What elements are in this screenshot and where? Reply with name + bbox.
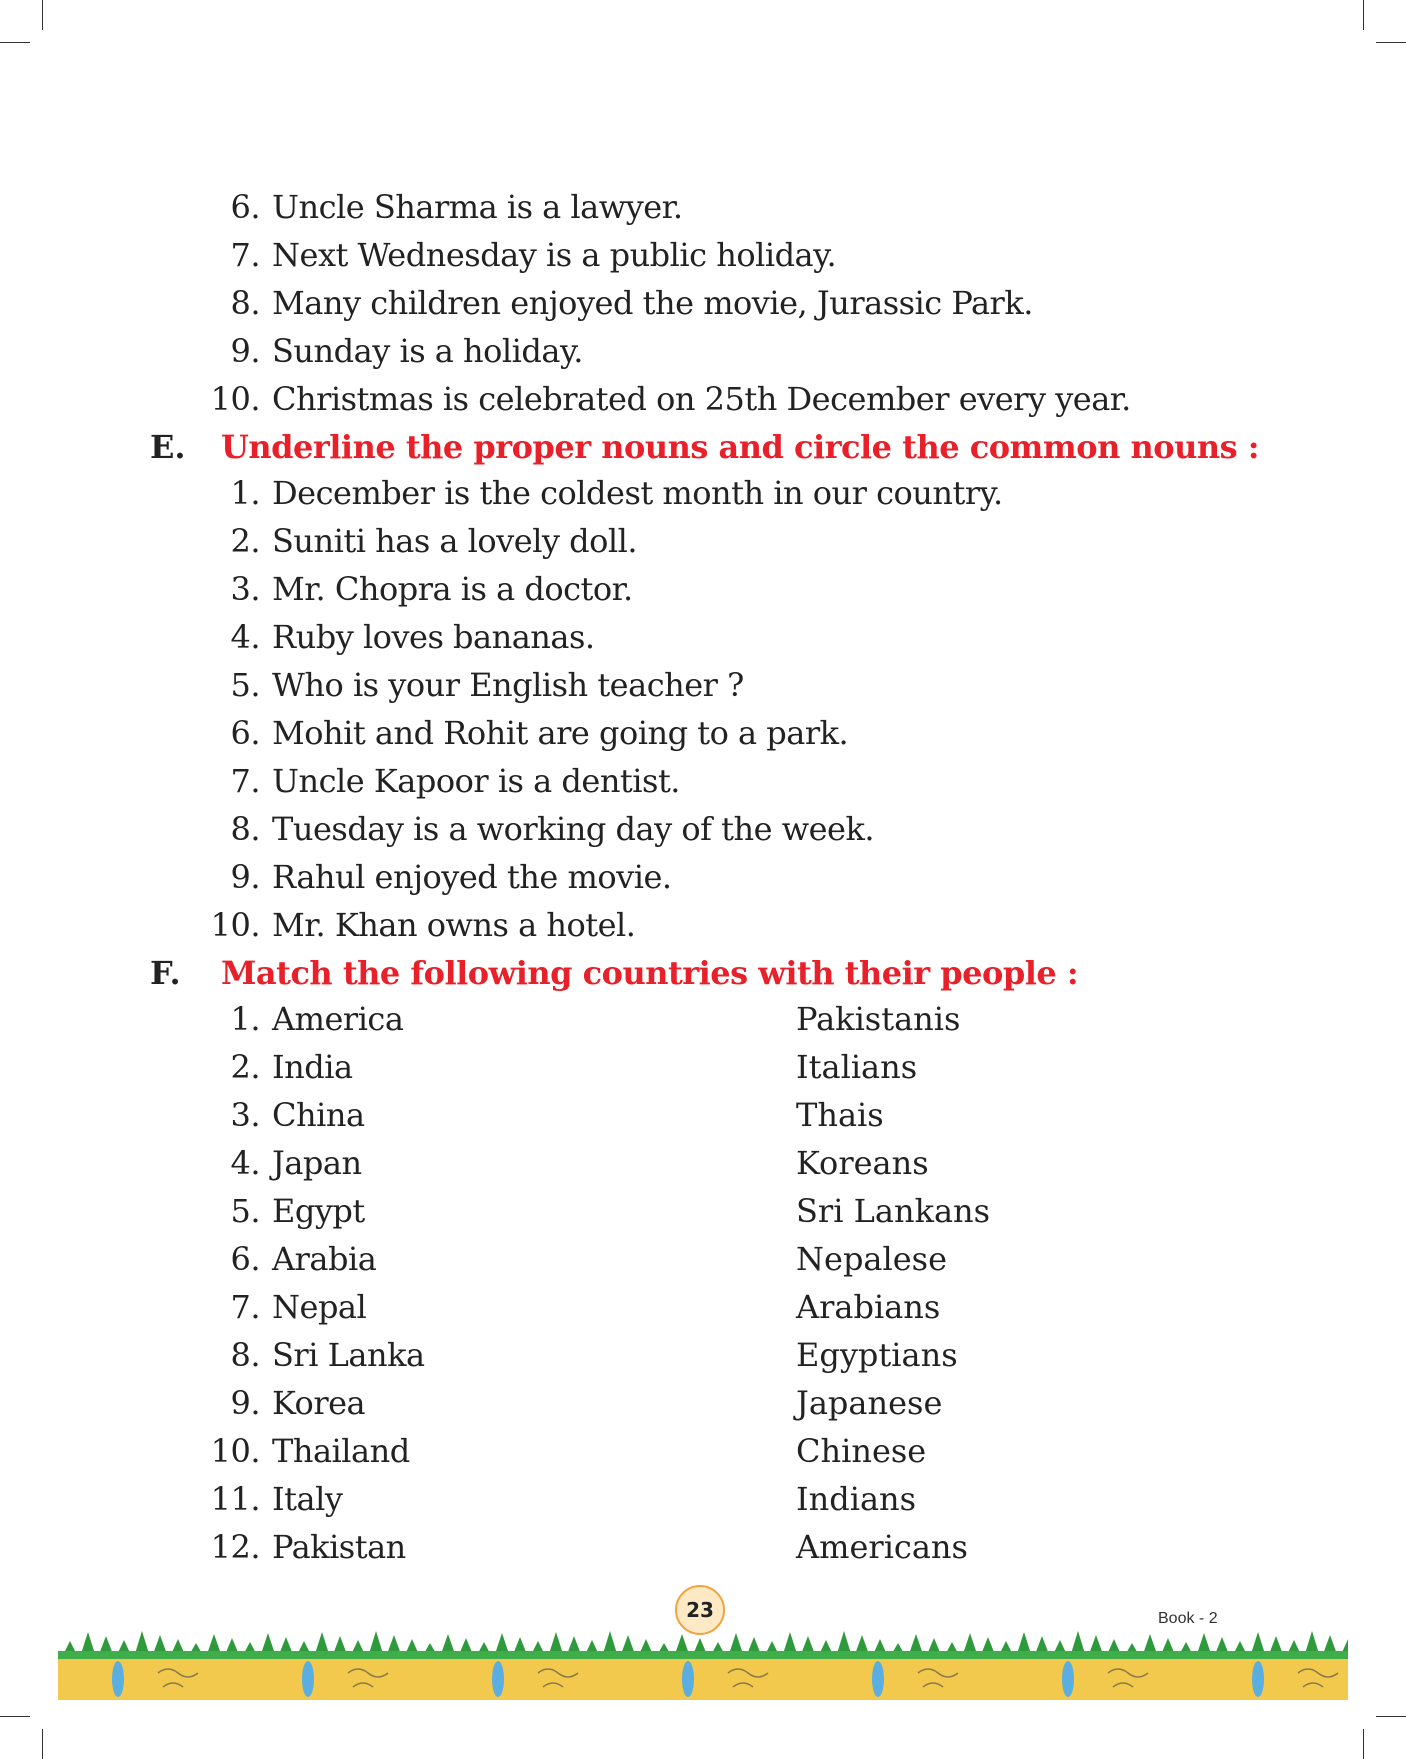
- item-number: 1.: [230, 1000, 260, 1038]
- crop-mark-bottom-right-v: [1363, 1729, 1364, 1759]
- item-text: Next Wednesday is a public holiday.: [272, 236, 837, 274]
- grass-strip: [58, 1651, 1348, 1659]
- item-number: 7.: [230, 762, 260, 800]
- water-patch: [112, 1661, 124, 1697]
- item-number: 10.: [210, 1432, 260, 1470]
- item-number: 2.: [230, 522, 260, 560]
- item-text: America: [272, 1000, 404, 1038]
- item-number: 10.: [210, 906, 260, 944]
- item-text: Korea: [272, 1384, 366, 1422]
- item-text: Mohit and Rohit are going to a park.: [272, 714, 849, 752]
- water-patch: [302, 1661, 314, 1697]
- crop-mark-bottom-left-h: [0, 1716, 30, 1717]
- item-text: India: [272, 1048, 353, 1086]
- crop-mark-top-left-v: [42, 0, 43, 30]
- item-number: 11.: [210, 1480, 260, 1518]
- crop-mark-bottom-left-v: [42, 1729, 43, 1759]
- water-patch: [682, 1661, 694, 1697]
- crop-mark-top-left-h: [0, 42, 30, 43]
- item-number: 7.: [230, 236, 260, 274]
- item-text: Mr. Chopra is a doctor.: [272, 570, 633, 608]
- page-number-badge: 23: [675, 1585, 725, 1635]
- ground-band: [58, 1655, 1348, 1700]
- item-text: Rahul enjoyed the movie.: [272, 858, 672, 896]
- item-number: 8.: [230, 1336, 260, 1374]
- item-text: Mr. Khan owns a hotel.: [272, 906, 636, 944]
- item-text: Sri Lanka: [272, 1336, 425, 1374]
- item-text: Japan: [272, 1144, 362, 1182]
- item-text: Italy: [272, 1480, 343, 1518]
- item-number: 5.: [230, 1192, 260, 1230]
- item-text: Uncle Sharma is a lawyer.: [272, 188, 683, 226]
- item-text: Egypt: [272, 1192, 365, 1230]
- people-item: Americans: [796, 1528, 968, 1566]
- item-number: 10.: [210, 380, 260, 418]
- people-item: Nepalese: [796, 1240, 948, 1278]
- item-text: Suniti has a lovely doll.: [272, 522, 638, 560]
- people-item: Sri Lankans: [796, 1192, 991, 1230]
- item-text: Tuesday is a working day of the week.: [272, 810, 875, 848]
- people-item: Egyptians: [796, 1336, 958, 1374]
- item-number: 6.: [230, 188, 260, 226]
- item-number: 12.: [210, 1528, 260, 1566]
- crop-mark-top-right-v: [1363, 0, 1364, 30]
- item-text: Sunday is a holiday.: [272, 332, 583, 370]
- item-text: Nepal: [272, 1288, 367, 1326]
- people-item: Japanese: [796, 1384, 943, 1422]
- item-number: 6.: [230, 1240, 260, 1278]
- item-text: Who is your English teacher ?: [272, 666, 744, 704]
- crop-mark-top-right-h: [1376, 42, 1406, 43]
- water-patch: [872, 1661, 884, 1697]
- item-number: 3.: [230, 1096, 260, 1134]
- item-number: 9.: [230, 858, 260, 896]
- item-number: 9.: [230, 1384, 260, 1422]
- section-f-title: Match the following countries with their people :: [221, 954, 1079, 992]
- item-text: Many children enjoyed the movie, Jurassic Park.: [272, 284, 1033, 322]
- water-patch: [1062, 1661, 1074, 1697]
- section-e-letter: E.: [150, 428, 186, 466]
- book-label: Book - 2: [1158, 1610, 1218, 1627]
- people-item: Thais: [796, 1096, 884, 1134]
- people-item: Indians: [796, 1480, 917, 1518]
- tree-row: [58, 1631, 1348, 1659]
- item-number: 1.: [230, 474, 260, 512]
- item-number: 3.: [230, 570, 260, 608]
- item-text: Christmas is celebrated on 25th December every year.: [272, 380, 1131, 418]
- item-number: 9.: [230, 332, 260, 370]
- people-item: Italians: [796, 1048, 918, 1086]
- water-patch: [1252, 1661, 1264, 1697]
- item-text: Pakistan: [272, 1528, 406, 1566]
- item-number: 2.: [230, 1048, 260, 1086]
- item-text: December is the coldest month in our country.: [272, 474, 1003, 512]
- item-number: 7.: [230, 1288, 260, 1326]
- item-number: 8.: [230, 810, 260, 848]
- item-number: 8.: [230, 284, 260, 322]
- item-number: 4.: [230, 618, 260, 656]
- item-text: Uncle Kapoor is a dentist.: [272, 762, 680, 800]
- section-f-letter: F.: [150, 954, 181, 992]
- people-item: Pakistanis: [796, 1000, 961, 1038]
- item-text: Arabia: [272, 1240, 377, 1278]
- item-number: 5.: [230, 666, 260, 704]
- people-item: Koreans: [796, 1144, 929, 1182]
- people-item: Arabians: [796, 1288, 941, 1326]
- item-text: Thailand: [272, 1432, 410, 1470]
- item-number: 6.: [230, 714, 260, 752]
- people-item: Chinese: [796, 1432, 927, 1470]
- section-e-title: Underline the proper nouns and circle the common nouns :: [221, 428, 1260, 466]
- item-number: 4.: [230, 1144, 260, 1182]
- water-patch: [492, 1661, 504, 1697]
- item-text: China: [272, 1096, 365, 1134]
- crop-mark-bottom-right-h: [1376, 1716, 1406, 1717]
- item-text: Ruby loves bananas.: [272, 618, 595, 656]
